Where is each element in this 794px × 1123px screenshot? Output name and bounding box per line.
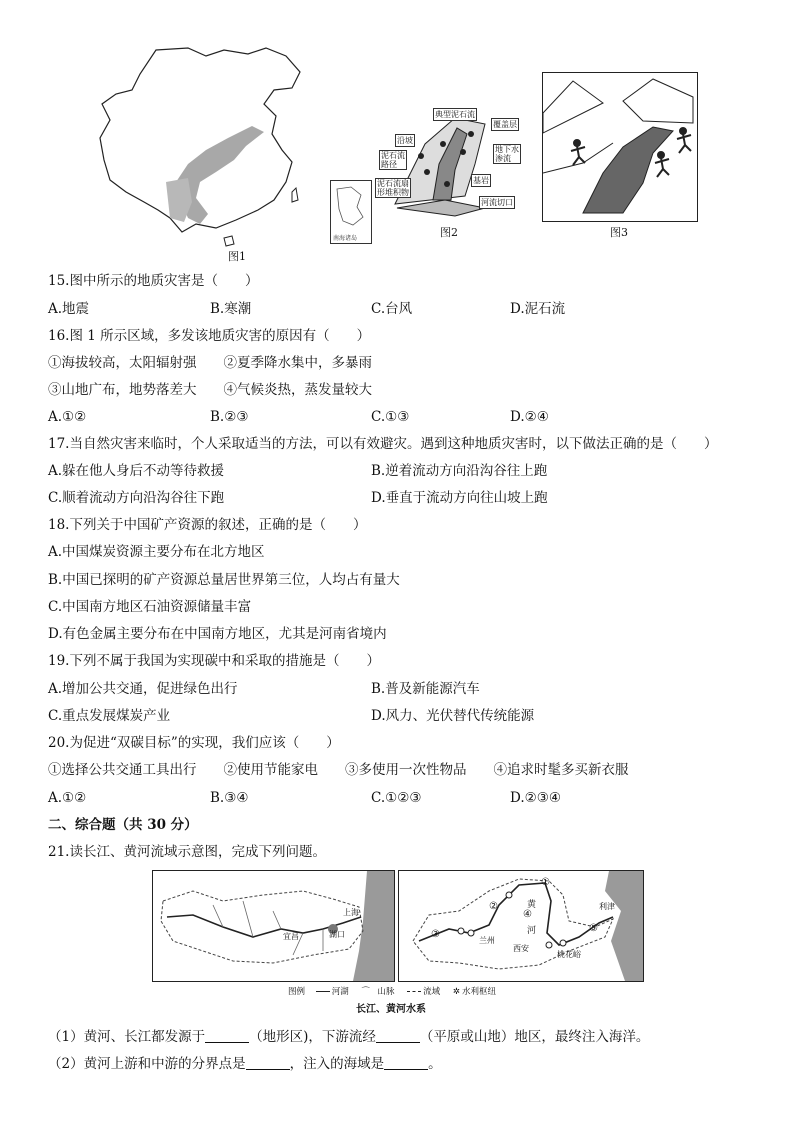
map-caption: 长江、黄河水系: [356, 1004, 426, 1015]
legend-hydro-junction: 水利枢纽: [462, 987, 497, 997]
yellow-river-map-svg: [399, 871, 643, 981]
label-lijin: 利津: [599, 902, 615, 911]
marker-5: ⑤: [589, 923, 598, 934]
label-shanghai: 上海: [343, 908, 359, 917]
question-18-stem: 18.下列关于中国矿产资源的叙述，正确的是（ ）: [48, 517, 367, 533]
q20-option-b[interactable]: B.③④: [210, 790, 249, 806]
legend-title: 图例: [288, 987, 306, 997]
question-16-stem: 16.图 1 所示区域，多发该地质灾害的原因有（ ）: [48, 328, 371, 344]
marker-4: ④: [523, 909, 532, 920]
q18-option-a[interactable]: A.中国煤炭资源主要分布在北方地区: [48, 544, 265, 560]
question-15-stem: 15.图中所示的地质灾害是（ ）: [48, 273, 259, 289]
tributaries: [213, 901, 323, 955]
q16-option-d[interactable]: D.②④: [510, 409, 549, 425]
label-lanzhou: 兰州: [479, 936, 495, 945]
q19-option-a[interactable]: A.增加公共交通，促进绿色出行: [48, 681, 238, 697]
mudflow-stream: [583, 127, 673, 213]
label-bedrock: 基岩: [473, 176, 489, 185]
taiwan-island: [292, 188, 298, 202]
question-19-stem: 19.下列不属于我国为实现碳中和采取的措施是（ ）: [48, 653, 380, 669]
answer-blank-2[interactable]: [376, 1028, 420, 1043]
q17-option-d[interactable]: D.垂直于流动方向往山坡上跑: [371, 490, 548, 506]
q20-option-c[interactable]: C.①②③: [371, 790, 422, 806]
label-hukou: 湖口: [329, 930, 345, 939]
figure-2-mudflow-diagram: [375, 104, 525, 220]
figure-3-caption: 图3: [610, 226, 628, 239]
label-xian: 西安: [513, 944, 529, 953]
q17-option-a[interactable]: A.躲在他人身后不动等待救援: [48, 463, 225, 479]
q20-option-a[interactable]: A.①②: [48, 790, 87, 806]
q21-sub-2: （2）黄河上游和中游的分界点是 ，注入的海域是 。: [48, 1056, 442, 1072]
q16-option-a[interactable]: A.①②: [48, 409, 87, 425]
figure-2-caption: 图2: [440, 226, 458, 239]
question-20-stem: 20.为促进“双碳目标”的实现，我们应该（ ）: [48, 735, 340, 751]
question-17-stem: 17.当自然灾害来临时，个人采取适当的方法，可以有效避灾。遇到这种地质灾害时，以下做法正确的是（ ）: [48, 436, 718, 452]
marker-1: ①: [541, 877, 550, 888]
q19-option-d[interactable]: D.风力、光伏替代传统能源: [371, 708, 535, 724]
answer-blank-1[interactable]: [205, 1028, 249, 1043]
inset-map-svg: [331, 181, 371, 233]
yellow-river: [419, 883, 613, 945]
inset-map-label: 南海诸岛: [333, 235, 358, 242]
q16-option-b[interactable]: B.②③: [210, 409, 249, 425]
legend-rivers-lakes: 河湖: [331, 987, 349, 997]
answer-blank-3[interactable]: [246, 1055, 290, 1070]
q18-option-d[interactable]: D.有色金属主要分布在中国南方地区，尤其是河南省境内: [48, 626, 387, 642]
running-person-1: [571, 140, 585, 165]
figure-3-fleeing-illustration: [542, 72, 698, 222]
label-cover-layer: 覆盖层: [493, 120, 517, 129]
q17-option-c[interactable]: C.顺着流动方向沿沟谷往下跑: [48, 490, 225, 506]
q15-option-d[interactable]: D.泥石流: [510, 301, 566, 317]
yellow-river-basin-map: [398, 870, 644, 982]
label-he: 河: [527, 926, 537, 936]
label-deposit-fan: 泥石流扇 形堆积物: [377, 179, 409, 197]
yellow-basin-boundary: [413, 879, 613, 969]
q17-option-b[interactable]: B.逆着流动方向沿沟谷往上跑: [371, 463, 548, 479]
q16-option-c[interactable]: C.①③: [371, 409, 410, 425]
label-mudflow-path: 泥石流 路径: [381, 151, 405, 169]
sea-area: [353, 871, 394, 981]
q20-option-d[interactable]: D.②③④: [510, 790, 561, 806]
yangtze-map-svg: [153, 871, 394, 981]
label-river-cut: 河流切口: [481, 198, 513, 207]
figure-2-inset-map: [330, 180, 372, 244]
map-legend: 图例 河湖 ⌒ 山脉 流域 ✲ 水利枢纽: [288, 987, 497, 997]
legend-mountains: 山脉: [377, 987, 395, 997]
section-2-title: 二、综合题（共 30 分）: [48, 817, 198, 833]
hainan-island: [224, 236, 234, 246]
q19-option-b[interactable]: B.普及新能源汽车: [371, 681, 480, 697]
q16-statement-1: ①海拔较高，太阳辐射强 ②夏季降水集中，多暴雨: [48, 355, 372, 371]
figure-1-china-map: [96, 42, 314, 256]
marker-2: ②: [489, 901, 498, 912]
running-person-2: [655, 152, 669, 177]
mountain-right: [623, 79, 693, 123]
yangtze-basin-map: [152, 870, 395, 982]
answer-blank-4[interactable]: [384, 1055, 428, 1070]
mountain-left: [543, 81, 603, 133]
q21-sub-1: （1）黄河、长江都发源于 （地形区)，下游流经 （平原或山地）地区，最终注入海洋。: [48, 1029, 650, 1045]
q19-option-c[interactable]: C.重点发展煤炭产业: [48, 708, 171, 724]
q20-statements: ①选择公共交通工具出行 ②使用节能家电 ③多使用一次性物品 ④追求时髦多买新衣服: [48, 762, 629, 778]
q15-option-b[interactable]: B.寒潮: [210, 301, 252, 317]
legend-basin: 流域: [423, 987, 441, 997]
china-map-svg: [96, 42, 314, 256]
q18-option-c[interactable]: C.中国南方地区石油资源储量丰富: [48, 599, 252, 615]
marker-3: ③: [431, 929, 440, 940]
q15-option-c[interactable]: C.台风: [371, 301, 413, 317]
question-21-stem: 21.读长江、黄河流域示意图，完成下列问题。: [48, 844, 326, 860]
figure-1-caption: 图1: [228, 250, 246, 263]
q18-option-b[interactable]: B.中国已探明的矿产资源总量居世界第三位，人均占有量大: [48, 572, 400, 588]
fleeing-illustration-svg: [543, 73, 697, 221]
hydro-junctions: [458, 892, 566, 948]
q16-statement-2: ③山地广布，地势落差大 ④气候炎热，蒸发量较大: [48, 382, 372, 398]
label-huang: 黄: [527, 900, 537, 910]
label-gully: 沿坡: [397, 136, 413, 145]
label-typical-mudflow: 典型泥石流: [435, 110, 475, 119]
running-person-3: [677, 128, 691, 153]
sea-area-bohai: [605, 871, 643, 981]
q15-option-a[interactable]: A.地震: [48, 301, 90, 317]
label-groundwater: 地下水 渗流: [495, 145, 519, 163]
label-taohuayu: 桃花峪: [557, 950, 581, 959]
label-yichang: 宜昌: [283, 932, 299, 941]
